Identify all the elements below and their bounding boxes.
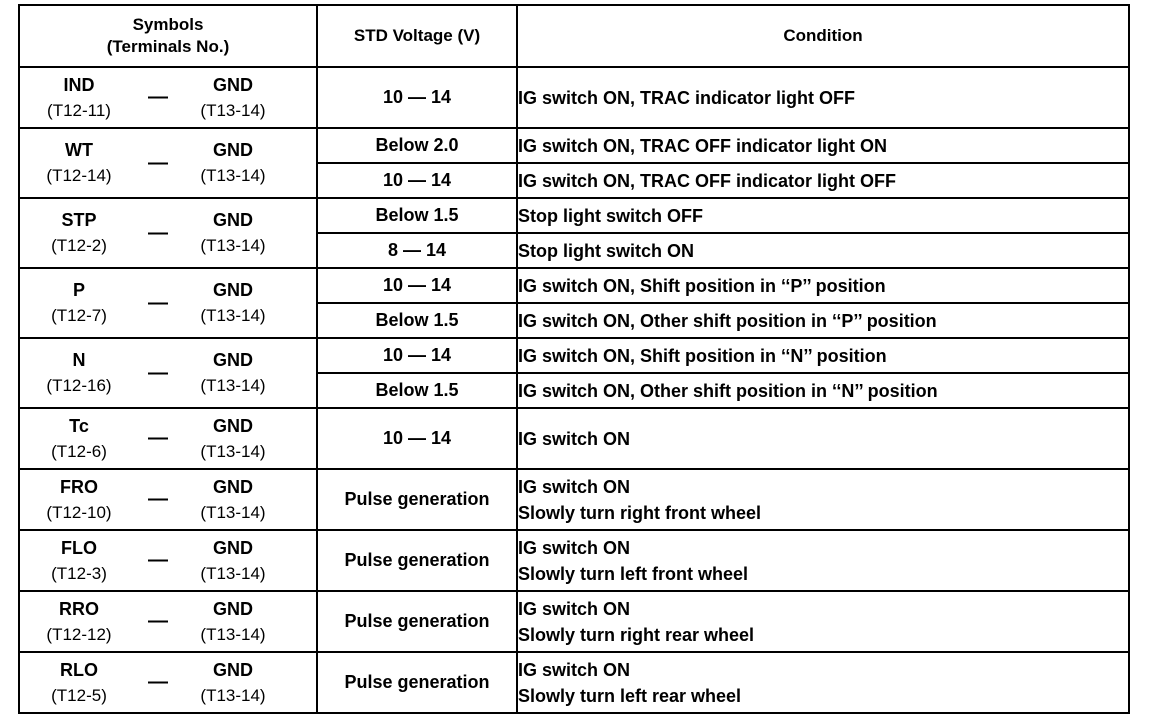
condition-line: IG switch ON, TRAC indicator light OFF: [518, 87, 855, 108]
symbol-cell: [19, 128, 317, 198]
signal-terminal-number: (T12-7): [51, 306, 107, 325]
dash-separator: —: [148, 151, 168, 174]
condition-line: IG switch ON: [518, 659, 631, 680]
symbol-pair: [20, 470, 316, 529]
signal-terminal-number: (T12-2): [51, 236, 107, 255]
symbol-cell: [19, 591, 317, 652]
condition-line: Slowly turn right front wheel: [518, 502, 761, 523]
ground-terminal: [178, 277, 288, 329]
signal-symbol: WT: [65, 140, 93, 160]
ground-terminal-number: (T13-14): [200, 624, 266, 644]
ground-symbol: GND: [213, 415, 253, 436]
std-voltage-cell: Below 1.5: [317, 373, 517, 408]
ground-terminal: [178, 137, 288, 189]
condition-line: Slowly turn right rear wheel: [518, 624, 755, 645]
condition-cell: [517, 128, 1129, 163]
ground-terminal-number: (T13-14): [200, 441, 266, 461]
voltage-header: STD Voltage (V): [317, 5, 517, 67]
dash-separator: —: [148, 610, 168, 632]
table-row: [19, 591, 1129, 652]
std-voltage-cell: 10 — 14: [317, 268, 517, 303]
table-row: [19, 268, 1129, 303]
symbols-header-line2: (Terminals No.): [106, 37, 230, 56]
condition-cell: [517, 373, 1129, 408]
condition-line: IG switch ON: [518, 537, 631, 558]
signal-terminal: [20, 596, 138, 648]
table-row: [19, 408, 1129, 469]
condition-cell: [517, 530, 1129, 591]
ground-terminal-number: (T13-14): [200, 306, 266, 325]
signal-terminal-number: (T12-12): [46, 624, 112, 644]
std-voltage-cell: 10 — 14: [317, 408, 517, 469]
ground-terminal: [178, 207, 288, 259]
condition-line: IG switch ON, Shift position in ‘‘P’’ position: [518, 275, 886, 296]
condition-line: IG switch ON, Shift position in ‘‘N’’ position: [518, 345, 887, 366]
signal-symbol: P: [72, 280, 85, 300]
signal-terminal: [20, 137, 138, 189]
ground-symbol: GND: [213, 476, 253, 497]
symbol-cell: [19, 268, 317, 338]
signal-terminal-number: (T12-11): [47, 100, 111, 120]
table-row: [19, 198, 1129, 233]
table-row: [19, 469, 1129, 530]
symbol-pair: [20, 129, 316, 197]
condition-line: IG switch ON: [518, 428, 631, 449]
signal-terminal: [20, 657, 138, 709]
ground-terminal-number: (T13-14): [200, 685, 266, 705]
condition-line: IG switch ON, TRAC OFF indicator light ON: [518, 135, 887, 156]
symbol-pair: [20, 199, 316, 267]
ground-terminal-number: (T13-14): [200, 100, 266, 120]
std-voltage-cell: Below 1.5: [317, 303, 517, 338]
ground-terminal-number: (T13-14): [200, 502, 266, 522]
std-voltage-cell: Below 2.0: [317, 128, 517, 163]
ground-terminal: [178, 474, 288, 526]
signal-terminal-number: (T12-5): [51, 685, 107, 705]
ground-symbol: GND: [213, 350, 253, 370]
symbol-pair: [20, 68, 316, 127]
condition-line: Stop light switch OFF: [518, 205, 703, 226]
signal-terminal: [20, 535, 138, 587]
signal-terminal: [20, 277, 138, 329]
symbol-cell: [19, 530, 317, 591]
condition-cell: [517, 268, 1129, 303]
ground-symbol: GND: [213, 210, 253, 230]
condition-header: Condition: [517, 5, 1129, 67]
std-voltage-cell: 10 — 14: [317, 67, 517, 128]
condition-line: IG switch ON, Other shift position in ‘‘N’’ position: [518, 380, 938, 401]
symbol-pair: [20, 531, 316, 590]
table-row: [19, 652, 1129, 713]
ground-terminal: [178, 413, 288, 465]
ground-symbol: GND: [213, 280, 253, 300]
std-voltage-cell: 10 — 14: [317, 338, 517, 373]
table-header-row: [19, 5, 1129, 67]
std-voltage-cell: 10 — 14: [317, 163, 517, 198]
symbol-pair: [20, 592, 316, 651]
dash-separator: —: [148, 488, 168, 510]
std-voltage-cell: Pulse generation: [317, 469, 517, 530]
ground-terminal-number: (T13-14): [200, 376, 266, 395]
ground-symbol: GND: [213, 537, 253, 558]
signal-terminal: [20, 347, 138, 399]
ground-symbol: GND: [213, 659, 253, 680]
condition-line: Slowly turn left rear wheel: [518, 685, 742, 706]
ground-terminal-number: (T13-14): [200, 563, 266, 583]
symbol-cell: [19, 469, 317, 530]
terminal-voltage-table: [18, 4, 1130, 714]
signal-terminal: [20, 207, 138, 259]
std-voltage-cell: Pulse generation: [317, 591, 517, 652]
symbol-cell: [19, 338, 317, 408]
ground-terminal: [178, 535, 288, 587]
condition-cell: [517, 338, 1129, 373]
dash-separator: —: [148, 86, 168, 108]
ground-terminal: [178, 72, 288, 124]
ground-symbol: GND: [213, 74, 253, 95]
ground-terminal-number: (T13-14): [200, 166, 266, 185]
ground-symbol: GND: [213, 598, 253, 619]
signal-terminal-number: (T12-16): [46, 376, 112, 395]
ground-terminal: [178, 657, 288, 709]
condition-cell: [517, 67, 1129, 128]
signal-symbol: IND: [63, 74, 95, 95]
symbol-pair: [20, 409, 316, 468]
dash-separator: —: [148, 671, 168, 693]
signal-symbol: FLO: [61, 537, 97, 558]
condition-line: IG switch ON, Other shift position in ‘‘P’’ position: [518, 310, 937, 331]
symbol-cell: [19, 408, 317, 469]
signal-symbol: Tc: [69, 415, 89, 436]
table-row: [19, 128, 1129, 163]
symbol-cell: [19, 652, 317, 713]
ground-terminal: [178, 347, 288, 399]
dash-separator: —: [148, 427, 168, 449]
symbol-pair: [20, 653, 316, 712]
condition-cell: [517, 469, 1129, 530]
symbol-cell: [19, 198, 317, 268]
dash-separator: —: [148, 291, 168, 314]
signal-terminal: [20, 72, 138, 124]
signal-terminal: [20, 413, 138, 465]
signal-symbol: N: [72, 350, 86, 370]
condition-cell: [517, 198, 1129, 233]
symbol-cell: [19, 67, 317, 128]
std-voltage-cell: 8 — 14: [317, 233, 517, 268]
signal-terminal-number: (T12-10): [46, 502, 112, 522]
condition-cell: [517, 652, 1129, 713]
condition-line: IG switch ON: [518, 598, 631, 619]
condition-cell: [517, 591, 1129, 652]
symbols-header: [19, 5, 317, 67]
condition-cell: [517, 163, 1129, 198]
signal-terminal-number: (T12-6): [51, 441, 107, 461]
ground-terminal: [178, 596, 288, 648]
condition-line: IG switch ON, TRAC OFF indicator light OFF: [518, 170, 896, 191]
condition-line: Stop light switch ON: [518, 240, 694, 261]
table-row: [19, 530, 1129, 591]
ground-symbol: GND: [213, 140, 253, 160]
signal-terminal-number: (T12-14): [46, 166, 112, 185]
dash-separator: —: [148, 549, 168, 571]
std-voltage-cell: Pulse generation: [317, 652, 517, 713]
signal-terminal: [20, 474, 138, 526]
condition-line: Slowly turn left front wheel: [518, 563, 749, 584]
condition-cell: [517, 408, 1129, 469]
symbol-pair: [20, 269, 316, 337]
condition-cell: [517, 303, 1129, 338]
dash-separator: —: [148, 221, 168, 244]
symbol-pair: [20, 339, 316, 407]
signal-terminal-number: (T12-3): [51, 563, 107, 583]
condition-line: IG switch ON: [518, 476, 631, 497]
signal-symbol: STP: [61, 210, 97, 230]
symbols-header-line1: Symbols: [132, 15, 204, 34]
table-row: [19, 338, 1129, 373]
std-voltage-cell: Below 1.5: [317, 198, 517, 233]
signal-symbol: RRO: [59, 598, 99, 619]
signal-symbol: RLO: [60, 659, 98, 680]
ground-terminal-number: (T13-14): [200, 236, 266, 255]
table-row: [19, 67, 1129, 128]
dash-separator: —: [148, 361, 168, 384]
condition-cell: [517, 233, 1129, 268]
std-voltage-cell: Pulse generation: [317, 530, 517, 591]
signal-symbol: FRO: [60, 476, 98, 497]
